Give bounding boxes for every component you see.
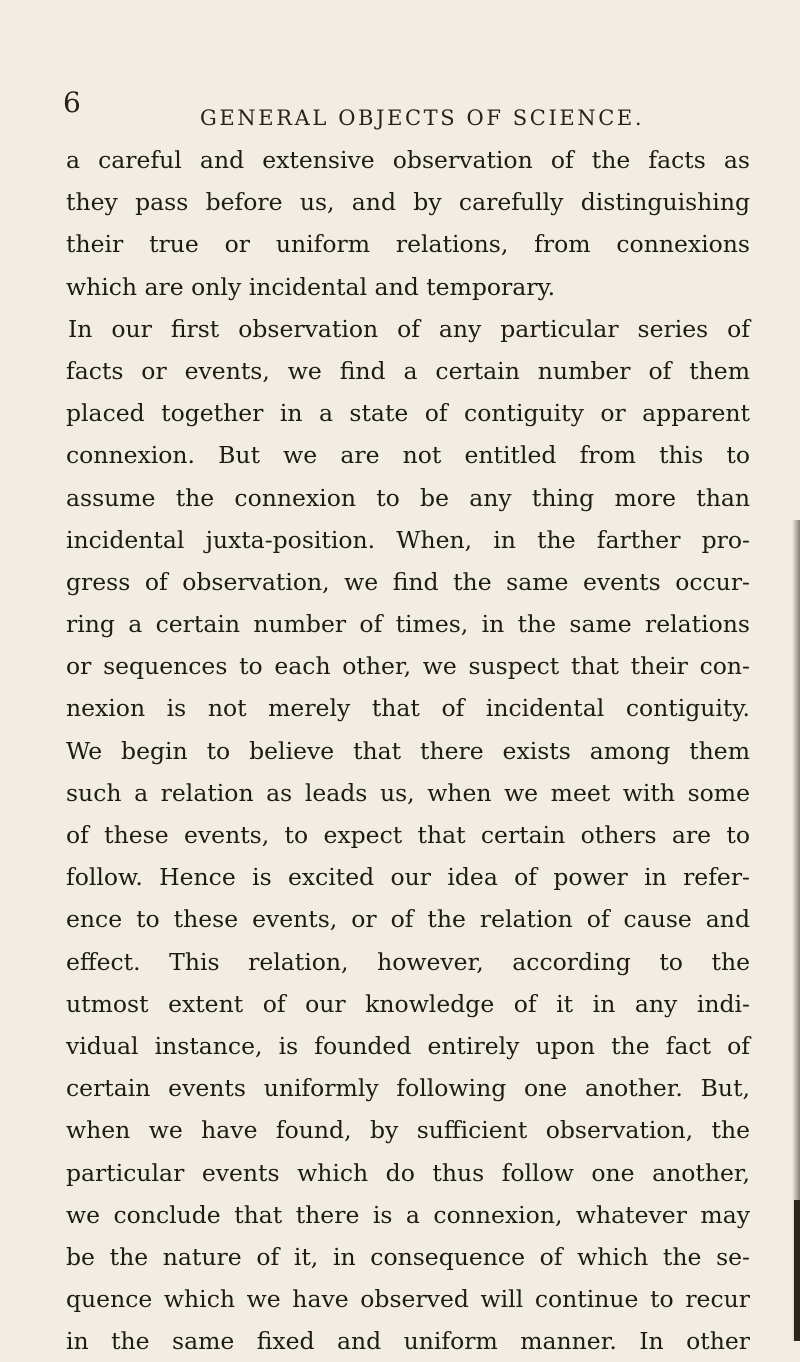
- text-line: assume the connexion to be any thing more than: [66, 483, 750, 512]
- page-number: 6: [63, 86, 81, 119]
- running-title: GENERAL OBJECTS OF SCIENCE.: [200, 106, 645, 130]
- text-line: or sequences to each other, we suspect that their con-: [66, 652, 750, 681]
- text-line: such a relation as leads us, when we meet with some: [66, 778, 750, 807]
- text-line: follow. Hence is excited our idea of power in refer-: [66, 863, 750, 892]
- text-line: vidual instance, is founded entirely upon the fact of: [66, 1031, 750, 1060]
- text-line: placed together in a state of contiguity or apparent: [66, 399, 750, 428]
- text-line: connexion. But we are not entitled from this to: [66, 441, 750, 470]
- text-line: a careful and extensive observation of the facts as: [66, 146, 750, 174]
- text-line: incidental juxta-position. When, in the farther pro-: [66, 525, 750, 554]
- text-line: their true or uniform relations, from connexions: [66, 230, 750, 259]
- text-line: effect. This relation, however, according to the: [66, 947, 750, 976]
- text-line: ring a certain number of times, in the same relations: [66, 610, 750, 639]
- page-edge-dark: [794, 1200, 800, 1341]
- text-line: which are only incidental and temporary.: [66, 272, 556, 301]
- text-line: ence to these events, or of the relation of cause and: [66, 905, 750, 934]
- text-line: when we have found, by sufficient observation, the: [66, 1116, 750, 1145]
- text-line: particular events which do thus follow one another,: [66, 1158, 750, 1187]
- text-line: certain events uniformly following one another. But,: [66, 1074, 750, 1103]
- text-line: In our first observation of any particular series of: [68, 314, 750, 343]
- body-text: [66, 139, 750, 1362]
- text-line: We begin to believe that there exists among them: [66, 736, 750, 765]
- text-line: utmost extent of our knowledge of it in any indi-: [66, 989, 750, 1018]
- text-line: in the same fixed and uniform manner. In other: [66, 1327, 750, 1356]
- text-line: gress of observation, we find the same events occur-: [66, 567, 750, 596]
- text-line: of these events, to expect that certain others are to: [66, 821, 750, 849]
- text-line: be the nature of it, in consequence of which the se-: [66, 1242, 750, 1271]
- text-line: facts or events, we find a certain number of them: [66, 356, 750, 385]
- text-line: quence which we have observed will continue to recur: [66, 1285, 750, 1314]
- text-line: we conclude that there is a connexion, whatever may: [66, 1200, 750, 1229]
- text-line: they pass before us, and by carefully distinguishing: [66, 188, 750, 217]
- text-line: nexion is not merely that of incidental contiguity.: [66, 694, 750, 723]
